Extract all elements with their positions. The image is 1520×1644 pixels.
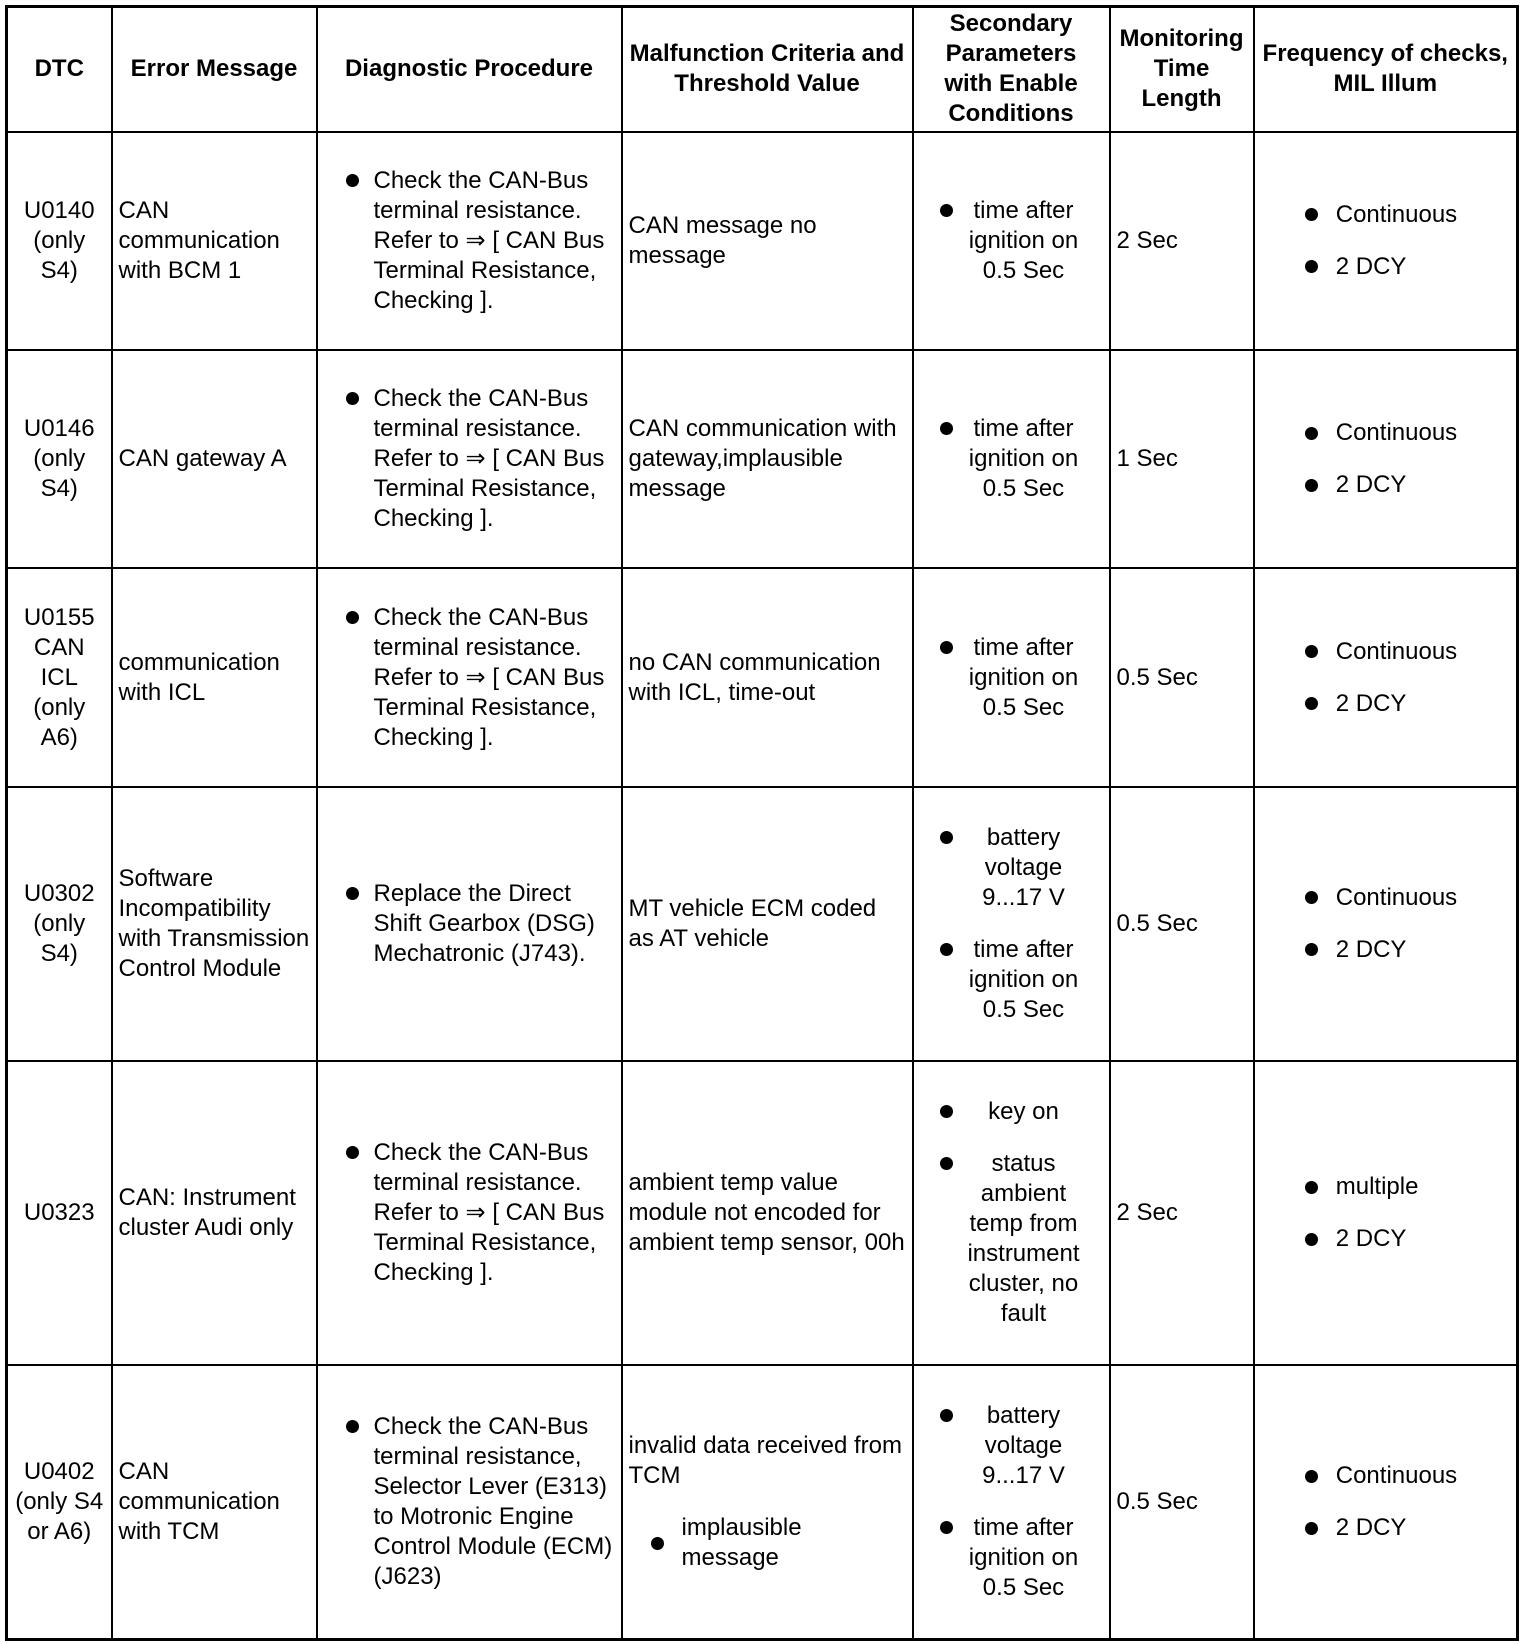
bullet-icon xyxy=(1305,891,1318,904)
secondary-item: time after ignition on 0.5 Sec xyxy=(920,196,1103,286)
error-message: Software Incompatibility with Transmission Control Module xyxy=(112,787,317,1061)
monitoring-time: 0.5 Sec xyxy=(1110,787,1254,1061)
error-message: CAN communication with TCM xyxy=(112,1365,317,1639)
secondary-item: time after ignition on 0.5 Sec xyxy=(920,633,1103,723)
malfunction-criteria: CAN message no message xyxy=(622,132,913,350)
table-row xyxy=(7,787,1518,1061)
secondary-parameters xyxy=(913,787,1110,1061)
procedure-item: Check the CAN-Bus terminal resistance. Refer to ⇒ [ CAN Bus Terminal Resistance, Checking ]. xyxy=(324,1138,615,1288)
bullet-icon xyxy=(940,204,953,217)
monitoring-time: 2 Sec xyxy=(1110,132,1254,350)
bullet-icon xyxy=(940,1105,953,1118)
frequency xyxy=(1254,568,1518,786)
frequency-item: multiple xyxy=(1261,1172,1511,1202)
bullet-icon xyxy=(346,1146,359,1159)
malfunction-criteria: ambient temp value module not encoded for ambient temp sensor, 00h xyxy=(622,1061,913,1365)
secondary-item: status ambient temp from instrument cluster, no fault xyxy=(920,1149,1103,1329)
frequency-item: 2 DCY xyxy=(1261,1513,1511,1543)
bullet-icon xyxy=(346,611,359,624)
bullet-icon xyxy=(346,392,359,405)
bullet-icon xyxy=(1305,208,1318,221)
secondary-item: key on xyxy=(920,1097,1103,1127)
error-message: CAN: Instrument cluster Audi only xyxy=(112,1061,317,1365)
secondary-item: time after ignition on 0.5 Sec xyxy=(920,414,1103,504)
monitoring-time: 0.5 Sec xyxy=(1110,568,1254,786)
diagnostic-procedure xyxy=(317,787,622,1061)
bullet-icon xyxy=(1305,1233,1318,1246)
secondary-parameters xyxy=(913,350,1110,568)
frequency-item: Continuous xyxy=(1261,418,1511,448)
bullet-icon xyxy=(1305,1181,1318,1194)
secondary-item: time after ignition on 0.5 Sec xyxy=(920,935,1103,1025)
bullet-icon xyxy=(1305,1522,1318,1535)
monitoring-time: 1 Sec xyxy=(1110,350,1254,568)
header-dtc: DTC xyxy=(7,7,112,132)
diagnostic-procedure xyxy=(317,568,622,786)
dtc-table xyxy=(5,5,1519,1641)
frequency-item: 2 DCY xyxy=(1261,1224,1511,1254)
malfunction-criteria xyxy=(622,1365,913,1639)
bullet-icon xyxy=(940,422,953,435)
monitoring-time: 0.5 Sec xyxy=(1110,1365,1254,1639)
bullet-icon xyxy=(1305,260,1318,273)
header-malfunction-criteria: Malfunction Criteria and Threshold Value xyxy=(622,7,913,132)
diagnostic-procedure xyxy=(317,350,622,568)
header-diagnostic-procedure: Diagnostic Procedure xyxy=(317,7,622,132)
bullet-icon xyxy=(1305,1470,1318,1483)
diagnostic-procedure xyxy=(317,132,622,350)
dtc-code: U0155 CAN ICL (only A6) xyxy=(7,568,112,786)
frequency-item: Continuous xyxy=(1261,637,1511,667)
malfunction-text: invalid data received from TCM xyxy=(628,1432,902,1490)
table-row xyxy=(7,1365,1518,1639)
header-monitoring-time: Monitoring Time Length xyxy=(1110,7,1254,132)
secondary-item: time after ignition on 0.5 Sec xyxy=(920,1513,1103,1603)
frequency-item: 2 DCY xyxy=(1261,470,1511,500)
diagnostic-procedure xyxy=(317,1365,622,1639)
bullet-icon xyxy=(940,1157,953,1170)
error-message: CAN gateway A xyxy=(112,350,317,568)
frequency xyxy=(1254,350,1518,568)
bullet-icon xyxy=(940,641,953,654)
frequency xyxy=(1254,1061,1518,1365)
dtc-code: U0140 (only S4) xyxy=(7,132,112,350)
header-frequency: Frequency of checks, MIL Illum xyxy=(1254,7,1518,132)
frequency-item: Continuous xyxy=(1261,200,1511,230)
header-row xyxy=(7,7,1518,132)
table-row xyxy=(7,350,1518,568)
secondary-item: battery voltage 9...17 V xyxy=(920,1401,1103,1491)
frequency xyxy=(1254,1365,1518,1639)
bullet-icon xyxy=(940,943,953,956)
secondary-parameters xyxy=(913,1365,1110,1639)
frequency-item: 2 DCY xyxy=(1261,689,1511,719)
secondary-parameters xyxy=(913,1061,1110,1365)
malfunction-criteria: MT vehicle ECM coded as AT vehicle xyxy=(622,787,913,1061)
table-row xyxy=(7,1061,1518,1365)
bullet-icon xyxy=(940,1409,953,1422)
bullet-icon xyxy=(1305,943,1318,956)
header-error-message: Error Message xyxy=(112,7,317,132)
monitoring-time: 2 Sec xyxy=(1110,1061,1254,1365)
bullet-icon xyxy=(1305,645,1318,658)
dtc-code: U0302 (only S4) xyxy=(7,787,112,1061)
error-message: CAN communication with BCM 1 xyxy=(112,132,317,350)
dtc-code: U0146 (only S4) xyxy=(7,350,112,568)
diagnostic-procedure xyxy=(317,1061,622,1365)
frequency xyxy=(1254,787,1518,1061)
frequency xyxy=(1254,132,1518,350)
bullet-icon xyxy=(940,831,953,844)
header-secondary-parameters: Secondary Parameters with Enable Conditions xyxy=(913,7,1110,132)
procedure-item: Check the CAN-Bus terminal resistance. Refer to ⇒ [ CAN Bus Terminal Resistance, Checking ]. xyxy=(324,603,615,753)
bullet-icon xyxy=(346,174,359,187)
frequency-item: 2 DCY xyxy=(1261,935,1511,965)
secondary-parameters xyxy=(913,568,1110,786)
table-row xyxy=(7,132,1518,350)
dtc-code: U0402 (only S4 or A6) xyxy=(7,1365,112,1639)
frequency-item: Continuous xyxy=(1261,883,1511,913)
bullet-icon xyxy=(1305,697,1318,710)
malfunction-criteria: no CAN communication with ICL, time-out xyxy=(622,568,913,786)
dtc-code: U0323 xyxy=(7,1061,112,1365)
bullet-icon xyxy=(1305,479,1318,492)
bullet-icon xyxy=(651,1537,664,1550)
bullet-icon xyxy=(346,1420,359,1433)
frequency-item: Continuous xyxy=(1261,1461,1511,1491)
bullet-icon xyxy=(1305,427,1318,440)
bullet-icon xyxy=(346,887,359,900)
bullet-icon xyxy=(940,1521,953,1534)
procedure-item: Check the CAN-Bus terminal resistance. Refer to ⇒ [ CAN Bus Terminal Resistance, Checking ]. xyxy=(324,166,615,316)
secondary-item: battery voltage 9...17 V xyxy=(920,823,1103,913)
malfunction-item: implausible message xyxy=(629,1513,906,1573)
frequency-item: 2 DCY xyxy=(1261,252,1511,282)
error-message: communication with ICL xyxy=(112,568,317,786)
malfunction-criteria: CAN communication with gateway,implausible message xyxy=(622,350,913,568)
secondary-parameters xyxy=(913,132,1110,350)
procedure-item: Replace the Direct Shift Gearbox (DSG) Mechatronic (J743). xyxy=(324,879,615,969)
procedure-item: Check the CAN-Bus terminal resistance. Refer to ⇒ [ CAN Bus Terminal Resistance, Checking ]. xyxy=(324,384,615,534)
table-row xyxy=(7,568,1518,786)
procedure-item: Check the CAN-Bus terminal resistance, Selector Lever (E313) to Motronic Engine Control Module (ECM) (J623) xyxy=(324,1412,615,1592)
